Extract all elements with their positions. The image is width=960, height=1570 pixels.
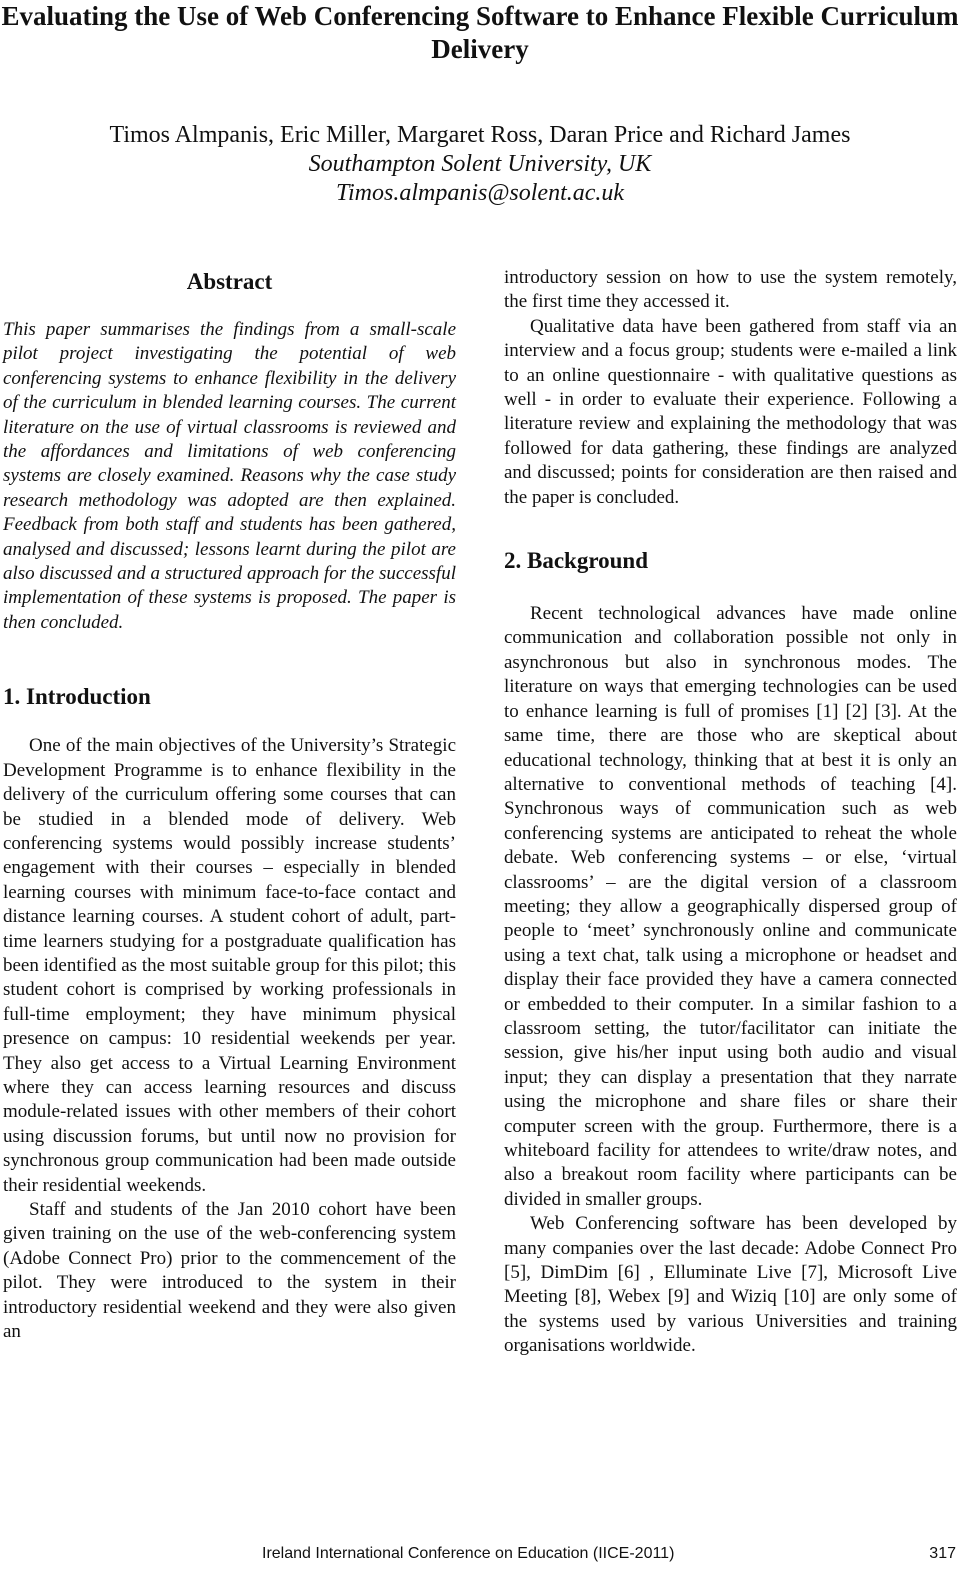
- introduction-heading: 1. Introduction: [3, 684, 151, 710]
- background-paragraph-1: Recent technological advances have made online communication and collaboration possible not only in asynchronous but also in synchronous modes. The literature on ways that emerging technologies can be used to enhance learning is full of promises [1] [2] [3]. At the same time, there are those who are skeptical about educational technology, thinking that at best it is only an alternative to conventional methods of teaching [4]. Synchronous ways of communication such as web conferencing systems are anticipated to reheat the whole debate. Web conferencing systems – or else, ‘virtual classrooms’ – are the digital version of a classroom meeting; they allow a geographically dispersed group of people to ‘meet’ synchronously online and communicate using a text chat, talk using a microphone or headset and display their face provided they have a camera connected or embedded to their computer. In a similar fashion to a classroom setting, the tutor/facilitator can initiate the session, give his/her input using both audio and visual input; they can display a presentation that they narrate using the microphone and share files or share their computer screen with the group. Furthermore, there is a whiteboard facility for attendees to write/draw notes, and also a breakout room facility where participants can be divided in smaller groups.: [504, 603, 957, 1210]
- background-paragraph-2: Web Conferencing software has been developed by many companies over the last decade: Adobe Connect Pro [5], DimDim [6] , Elluminate Live [7], Microsoft Live Meeting [8], Webex [9] and Wiziq [10] are only some of the systems used by various Universities and training organisations worldwide.: [504, 1213, 957, 1357]
- footer-conference: Ireland International Conference on Education (IICE-2011): [262, 1545, 675, 1562]
- author-email: Timos.almpanis@solent.ac.uk: [335, 180, 625, 206]
- abstract-text: This paper summarises the findings from a small-scale pilot project investigating the potential of web conferencing systems to enhance flexibility in the delivery of the curriculum in blended learning courses. The current literature on the use of virtual classrooms is reviewed and the affordances and limitations of web conferencing systems are closely examined. Reasons why the case study research methodology was adopted are then explained. Feedback from both staff and students has been gathered, analysed and discussed; lessons learnt during the pilot are also discussed and a structured approach for the successful implementation of these systems is proposed. The paper is then concluded.: [3, 319, 456, 633]
- introduction-paragraph-4: Qualitative data have been gathered from staff via an interview and a focus group; students were e-mailed a link to an online questionnaire - with qualitative questions as well - in order to evaluate their experience. Following a literature review and explaining the methodology that was followed for data gathering, these findings are analyzed and discussed; points for consideration are then raised and the paper is concluded.: [504, 315, 957, 508]
- introduction-paragraph-1: One of the main objectives of the University’s Strategic Development Programme is to enhance flexibility in the delivery of the curriculum offering some courses that can be studied in a blended mode of delivery. Web conferencing systems would possibly increase students’ engagement with their courses – especially in blended learning courses with minimum face-to-face contact and distance learning courses. A student cohort of adult, part-time learners studying for a postgraduate qualification has been identified as the most suitable group for this pilot; this student cohort is comprised by working professionals in full-time employment; they have minimum physical presence on campus: 10 residential weekends per year. They also get access to a Virtual Learning Environment where they can access learning resources and discuss module-related issues with other members of their cohort using discussion forums, but until now no provision for synchronous group communication had been made outside their residential weekends.: [3, 735, 456, 1196]
- left-column: [3, 266, 456, 1344]
- right-column: [504, 266, 957, 1359]
- author-list: Timos Almpanis, Eric Miller, Margaret Ross, Daran Price and Richard James: [109, 122, 851, 148]
- page-number: 317: [929, 1545, 956, 1562]
- affiliation: Southampton Solent University, UK: [308, 151, 652, 177]
- background-heading: 2. Background: [504, 548, 649, 574]
- introduction-paragraph-3: introductory session on how to use the system remotely, the first time they accessed it.: [504, 267, 957, 313]
- introduction-paragraph-2: Staff and students of the Jan 2010 cohort have been given training on the use of the web-conferencing system (Adobe Connect Pro) prior to the commencement of the pilot. They were introduced to the system in their introductory residential weekend and they were also given an: [3, 1199, 456, 1343]
- paper-title: Evaluating the Use of Web Conferencing Software to Enhance Flexible Curriculum Delivery: [1, 1, 959, 64]
- abstract-heading: Abstract: [186, 269, 273, 294]
